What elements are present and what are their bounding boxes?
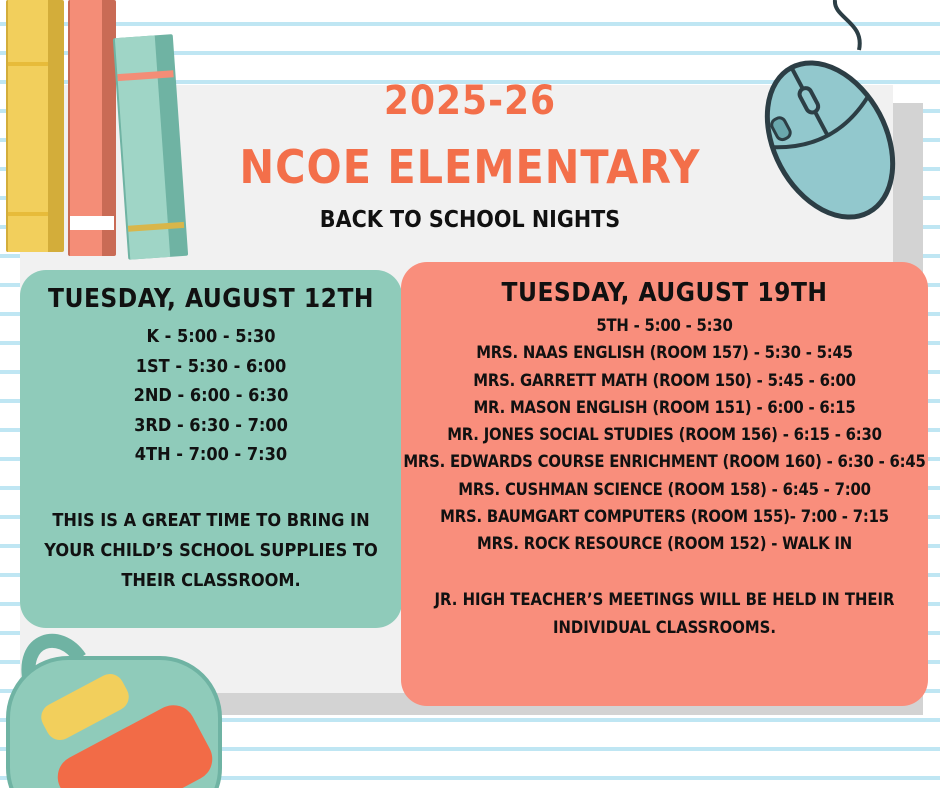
schedule-item: 5TH - 5:00 - 5:30	[596, 316, 733, 335]
title-school: NCOE ELEMENTARY	[239, 140, 701, 194]
left-schedule-list	[20, 322, 402, 470]
schedule-item: 3RD - 6:30 - 7:00	[134, 414, 288, 436]
schedule-item: K - 5:00 - 5:30	[146, 326, 276, 347]
left-panel-date: TUESDAY, AUGUST 12TH	[48, 284, 374, 314]
schedule-item: MRS. BAUMGART COMPUTERS (ROOM 155)- 7:00 - 7:15	[440, 507, 889, 527]
schedule-item: 2ND - 6:00 - 6:30	[133, 385, 289, 406]
right-schedule-panel	[401, 262, 928, 706]
schedule-item: 1ST - 5:30 - 6:00	[135, 355, 287, 377]
schedule-item: MRS. ROCK RESOURCE (ROOM 152) - WALK IN	[477, 534, 852, 554]
left-panel-note: THIS IS A GREAT TIME TO BRING IN YOUR CHILD’S SCHOOL SUPPLIES TO THEIR CLASSROOM.	[44, 509, 378, 591]
computer-mouse-icon	[755, 0, 905, 230]
schedule-item: MR. JONES SOCIAL STUDIES (ROOM 156) - 6:15 - 6:30	[447, 425, 882, 445]
schedule-item: 4TH - 7:00 - 7:30	[134, 444, 288, 465]
right-schedule-list	[401, 312, 928, 558]
schedule-item: MRS. EDWARDS COURSE ENRICHMENT (ROOM 160) - 6:30 - 6:45	[403, 452, 926, 472]
schedule-item: MR. MASON ENGLISH (ROOM 151) - 6:00 - 6:15	[473, 397, 856, 417]
right-panel-date: TUESDAY, AUGUST 19TH	[501, 278, 828, 308]
event-subtitle: BACK TO SCHOOL NIGHTS	[319, 207, 621, 233]
left-schedule-panel	[20, 270, 402, 628]
right-panel-note: JR. HIGH TEACHER’S MEETINGS WILL BE HELD IN THEIR INDIVIDUAL CLASSROOMS.	[434, 589, 895, 637]
schedule-item: MRS. GARRETT MATH (ROOM 150) - 5:45 - 6:00	[473, 370, 856, 390]
schedule-item: MRS. CUSHMAN SCIENCE (ROOM 158) - 6:45 - 7:00	[458, 479, 871, 499]
title-year: 2025-26	[383, 78, 557, 124]
books-icon	[0, 0, 200, 260]
schedule-item: MRS. NAAS ENGLISH (ROOM 157) - 5:30 - 5:45	[476, 343, 853, 363]
backpack-icon	[0, 628, 230, 788]
